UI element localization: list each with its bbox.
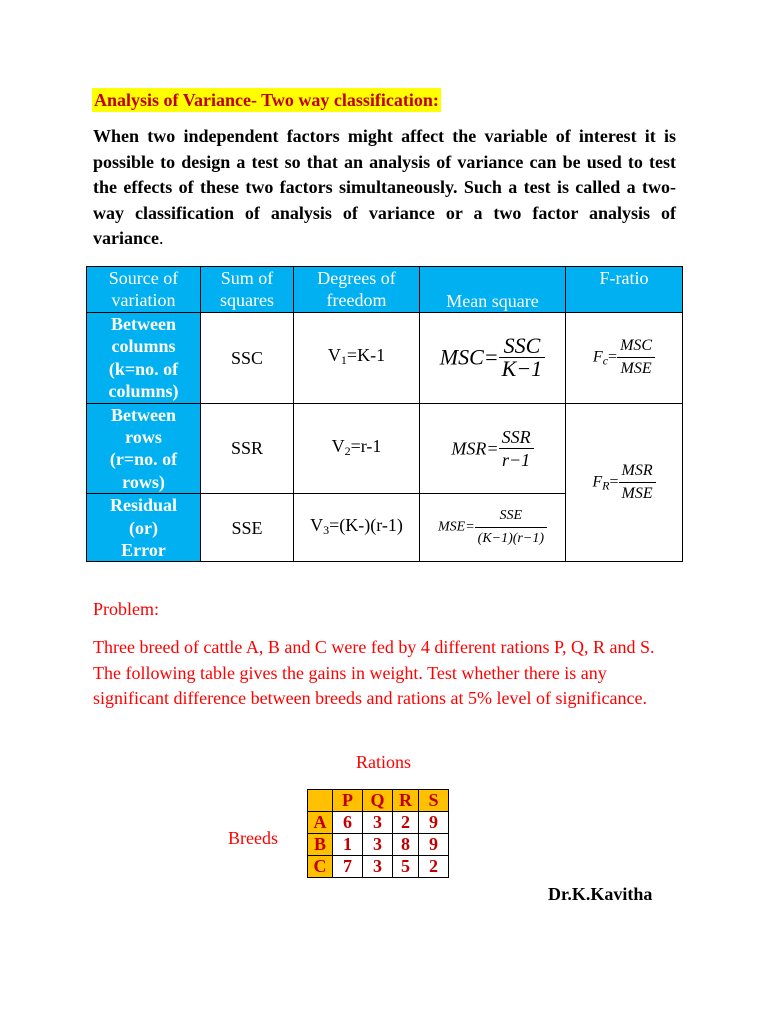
table-cell: 9 xyxy=(419,812,449,834)
intro-text: When two independent factors might affect the variable of interest it is possible to design a test so that an analysis of variance can be used to test the effects of these two factors simultaneously. Such a test is called a two-way classification of analysis of variance or a two factor analysis of variance xyxy=(93,126,676,249)
df-rows: $V_2=r-1$ xyxy=(294,403,420,494)
ms-residual-formula: MSE= $\frac{\text{SSE}}{(K-1)(r-1)}$ xyxy=(420,494,566,562)
table-cell: 3 xyxy=(363,856,393,878)
ss-rows: SSR xyxy=(201,403,294,494)
table-cell: 6 xyxy=(333,812,363,834)
table-cell: 1 xyxy=(333,834,363,856)
column-header: R xyxy=(393,790,419,812)
source-between-rows: Between rows (r=no. of rows) xyxy=(87,403,201,494)
problem-label: Problem: xyxy=(93,599,159,619)
ss-residual: SSE xyxy=(201,494,294,562)
column-header: Q xyxy=(363,790,393,812)
table-cell: 5 xyxy=(393,856,419,878)
header-degrees-of-freedom: Degrees of freedom xyxy=(294,267,420,313)
intro-paragraph xyxy=(93,124,676,252)
header-source: Source of variation xyxy=(87,267,201,313)
column-header: S xyxy=(419,790,449,812)
row-header: C xyxy=(308,856,333,878)
df-columns: $V_1=K-1$ xyxy=(294,313,420,404)
table-row xyxy=(308,834,449,856)
rations-label: Rations xyxy=(356,752,412,772)
ms-rows-formula: MSR= $\frac{\text{SSR}}{r-1}$ xyxy=(420,403,566,494)
table-cell: 8 xyxy=(393,834,419,856)
ss-columns: SSC xyxy=(201,313,294,404)
problem-text: Three breed of cattle A, B and C were fed by 4 different rations P, Q, R and S. The following table gives the gains in weight. Test whether there is any significant difference between breeds and rations at 5% level of significance. xyxy=(93,637,655,709)
ms-columns-formula: MSC= $\frac{\text{SSC}}{K-1}$ xyxy=(420,313,566,404)
table-cell: 2 xyxy=(419,856,449,878)
anova-table xyxy=(86,266,683,562)
breed-ration-table xyxy=(307,789,449,878)
row-header: B xyxy=(308,834,333,856)
df-residual: $V_3=(K-)(r-1)$ xyxy=(294,494,420,562)
table-cell: 3 xyxy=(363,834,393,856)
page-heading: Analysis of Variance- Two way classification: xyxy=(94,90,439,110)
f-ratio-columns-formula: $F_c=$ $\frac{\text{MSC}}{\text{MSE}}$ xyxy=(566,313,683,404)
table-cell: 2 xyxy=(393,812,419,834)
table-corner xyxy=(308,790,333,812)
row-header: A xyxy=(308,812,333,834)
header-mean-square: Mean square xyxy=(420,267,566,313)
table-row xyxy=(308,812,449,834)
table-cell: 7 xyxy=(333,856,363,878)
header-sum-of-squares: Sum of squares xyxy=(201,267,294,313)
breeds-label: Breeds xyxy=(228,828,278,848)
table-row xyxy=(308,856,449,878)
table-cell: 9 xyxy=(419,834,449,856)
table-cell: 3 xyxy=(363,812,393,834)
source-residual: Residual (or) Error xyxy=(87,494,201,562)
f-ratio-rows-formula: $F_R=$ $\frac{\text{MSR}}{\text{MSE}}$ xyxy=(566,403,683,562)
author-name: Dr.K.Kavitha xyxy=(548,884,653,904)
source-between-columns: Between columns (k=no. of columns) xyxy=(87,313,201,404)
header-f-ratio: F-ratio xyxy=(566,267,683,313)
column-header: P xyxy=(333,790,363,812)
intro-period: . xyxy=(158,228,164,249)
